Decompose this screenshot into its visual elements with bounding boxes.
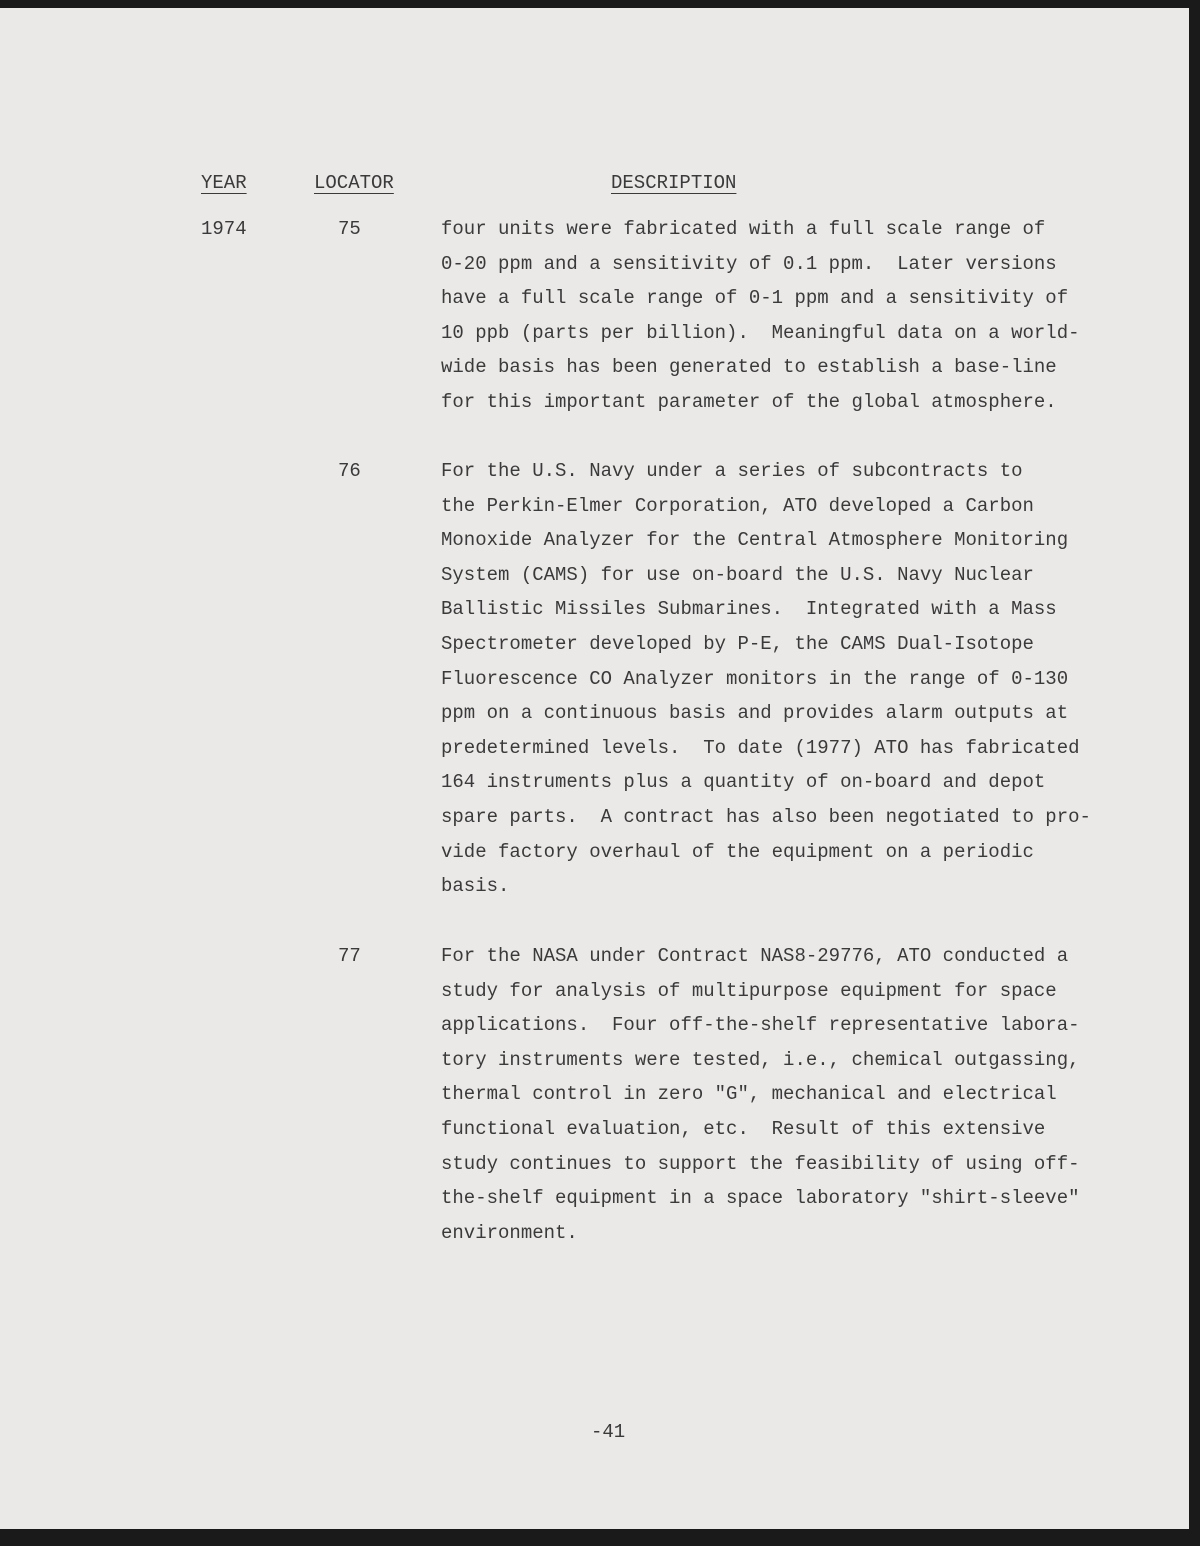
entry-year: 1974 [201,218,247,240]
entry-description [441,454,1091,904]
text-line: For the NASA under Contract NAS8-29776, ATO conducted a [441,945,1069,967]
text-line: the Perkin-Elmer Corporation, ATO developed a Carbon [441,494,1034,517]
text-line: thermal control in zero "G", mechanical and electrical [441,1083,1057,1106]
text-line: study continues to support the feasibility of using off- [441,1152,1080,1175]
text-line: study for analysis of multipurpose equipment for space [441,979,1057,1002]
text-line: have a full scale range of 0-1 ppm and a sensitivity of [441,287,1069,310]
entry-locator: 75 [338,218,361,240]
text-line: ppm on a continuous basis and provides alarm outputs at [441,702,1069,725]
text-line: wide basis has been generated to establish a base-line [441,356,1057,379]
text-line: vide factory overhaul of the equipment on a periodic [441,840,1034,863]
text-line: the-shelf equipment in a space laboratory "shirt-sleeve" [441,1187,1080,1210]
text-line: 10 ppb (parts per billion). Meaningful data on a world- [441,321,1080,344]
text-line: Fluorescence CO Analyzer monitors in the range of 0-130 [441,667,1069,690]
text-line: For the U.S. Navy under a series of subcontracts to [441,460,1023,482]
text-line: four units were fabricated with a full scale range of [441,218,1046,240]
text-line: System (CAMS) for use on-board the U.S. Navy Nuclear [441,563,1034,586]
text-line: for this important parameter of the global atmosphere. [441,390,1057,413]
entry-description [441,212,1080,420]
header-locator: LOCATOR [314,172,394,194]
text-line: Monoxide Analyzer for the Central Atmosphere Monitoring [441,529,1069,552]
page-number: -41 [591,1421,626,1443]
text-line: environment. [441,1221,578,1244]
text-line: 0-20 ppm and a sensitivity of 0.1 ppm. Later versions [441,252,1057,275]
text-line: basis. [441,875,510,898]
text-line: Ballistic Missiles Submarines. Integrated with a Mass [441,598,1057,621]
entry-locator: 77 [338,945,361,967]
entry-locator: 76 [338,460,361,482]
text-line: tory instruments were tested, i.e., chemical outgassing, [441,1048,1080,1071]
text-line: functional evaluation, etc. Result of this extensive [441,1117,1046,1140]
text-line: predetermined levels. To date (1977) ATO has fabricated [441,736,1080,759]
text-line: applications. Four off-the-shelf representative labora- [441,1014,1080,1037]
header-description: DESCRIPTION [611,172,737,194]
text-line: 164 instruments plus a quantity of on-board and depot [441,771,1046,794]
text-line: spare parts. A contract has also been negotiated to pro- [441,805,1091,828]
entry-description [441,939,1080,1250]
header-year: YEAR [201,172,247,194]
text-line: Spectrometer developed by P-E, the CAMS Dual-Isotope [441,632,1034,655]
